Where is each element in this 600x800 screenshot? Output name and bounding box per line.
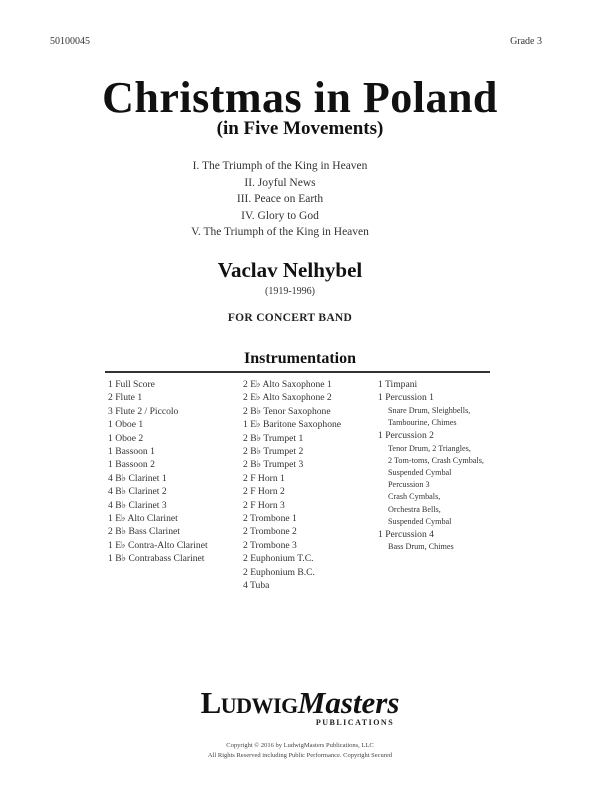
instrument-item: 2 Trombone 3 — [243, 539, 297, 551]
instrument-item: 2 B♭ Trumpet 2 — [243, 446, 304, 458]
instrument-item: Suspended Cymbal — [388, 516, 452, 526]
instrument-item: 1 E♭ Baritone Saxophone — [243, 419, 342, 431]
instrument-item: 2 Euphonium B.C. — [243, 566, 315, 578]
composer-name: Vaclav Nelhybel — [217, 258, 363, 282]
instrument-item: 2 B♭ Bass Clarinet — [108, 526, 180, 538]
instrument-item: 2 Euphonium T.C. — [243, 553, 314, 565]
instrument-item: 2 B♭ Trumpet 3 — [243, 459, 304, 471]
movement-item: II. Joyful News — [244, 176, 316, 189]
page-title: Christmas in Poland — [102, 73, 498, 122]
instrument-item: 3 Flute 2 / Piccolo — [108, 405, 179, 417]
logo-masters: Masters — [297, 685, 400, 720]
instrument-item: 4 B♭ Clarinet 2 — [108, 486, 167, 498]
instrument-item: 1 E♭ Alto Clarinet — [108, 513, 178, 525]
instrument-item: 2 F Horn 3 — [243, 499, 285, 511]
instrument-item: 2 B♭ Trumpet 1 — [243, 432, 304, 444]
instrument-item: 1 Bassoon 1 — [108, 446, 155, 458]
instrument-item: 2 Tom-toms, Crash Cymbals, — [388, 455, 484, 465]
instrument-item: 4 Tuba — [243, 580, 270, 592]
instrumentation-column-2 — [243, 378, 383, 593]
instrument-item: Bass Drum, Chimes — [388, 542, 454, 552]
instrument-item: 4 B♭ Clarinet 3 — [108, 499, 167, 511]
instrument-item: 1 Percussion 2 — [378, 430, 434, 442]
instrument-item: Tenor Drum, 2 Triangles, — [388, 443, 471, 453]
instrument-item: 2 F Horn 2 — [243, 486, 285, 498]
instrument-item: Suspended Cymbal — [388, 468, 452, 478]
instrument-item: Tambourine, Chimes — [388, 418, 457, 428]
instrumentation-heading: Instrumentation — [243, 350, 356, 367]
instrument-item: 1 Oboe 2 — [108, 432, 144, 444]
movement-item: III. Peace on Earth — [236, 193, 324, 206]
publisher-logo — [0, 685, 600, 727]
instrument-item: 1 Timpani — [378, 379, 418, 390]
copyright-line: All Rights Reserved including Public Performance. Copyright Secured — [207, 751, 393, 759]
instrument-item: Crash Cymbals, — [388, 492, 441, 502]
instrument-item: 2 F Horn 1 — [243, 472, 285, 484]
composer-dates: (1919-1996) — [265, 286, 315, 297]
instrument-item: 1 Percussion 4 — [378, 529, 434, 541]
instrument-item: 1 B♭ Contrabass Clarinet — [108, 553, 205, 565]
copyright-line: Copyright © 2016 by LudwigMasters Publications, LLC — [226, 742, 374, 749]
page-subtitle: (in Five Movements) — [216, 118, 384, 139]
heading-rule — [105, 371, 490, 373]
instrument-item: 1 Percussion 1 — [378, 392, 434, 404]
ensemble-label: FOR CONCERT BAND — [227, 312, 353, 324]
movement-item: IV. Glory to God — [241, 209, 319, 222]
instrument-item: 2 Trombone 2 — [243, 526, 297, 538]
instrument-item: 1 E♭ Contra-Alto Clarinet — [108, 539, 208, 551]
logo-publications: PUBLICATIONS — [315, 718, 395, 727]
instrument-item: 1 Bassoon 2 — [108, 459, 155, 471]
movement-item: I. The Triumph of the King in Heaven — [192, 160, 368, 172]
instrument-item: 2 B♭ Tenor Saxophone — [243, 405, 331, 417]
instrumentation-column-3 — [378, 378, 518, 554]
instrument-item: Orchestra Bells, — [388, 504, 441, 514]
instrument-item: Percussion 3 — [388, 480, 430, 490]
instrument-item: 2 Trombone 1 — [243, 513, 297, 525]
movement-list — [0, 158, 560, 241]
instrument-item: Snare Drum, Sleighbells, — [388, 405, 471, 415]
instrument-item: 1 Full Score — [108, 379, 155, 390]
instrument-item: 2 Flute 1 — [108, 392, 143, 404]
instrument-item: 2 E♭ Alto Saxophone 1 — [243, 379, 332, 390]
grade-label: Grade 3 — [510, 36, 542, 47]
instrument-item: 2 E♭ Alto Saxophone 2 — [243, 392, 332, 404]
instrumentation-column-1 — [108, 378, 248, 566]
movement-item: V. The Triumph of the King in Heaven — [191, 226, 369, 239]
catalog-number: 50100045 — [50, 36, 90, 47]
copyright-notice — [0, 741, 600, 760]
instrument-item: 4 B♭ Clarinet 1 — [108, 472, 167, 484]
instrument-item: 1 Oboe 1 — [108, 419, 144, 431]
logo-ludwig: Ludwig — [200, 685, 298, 720]
